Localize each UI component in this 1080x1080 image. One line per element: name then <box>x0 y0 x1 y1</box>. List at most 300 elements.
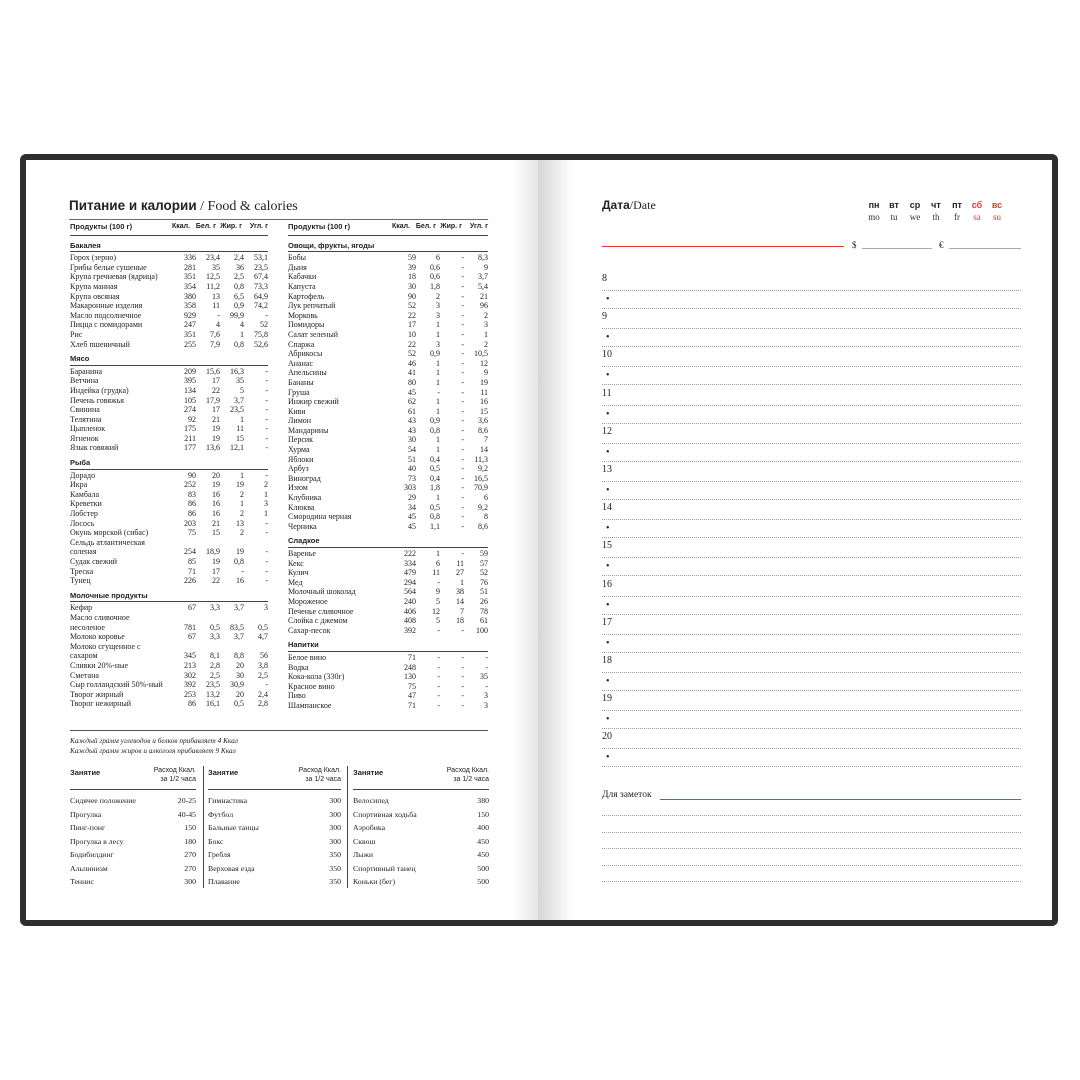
value-fat: 0,9 <box>234 301 244 311</box>
notes-line[interactable] <box>602 848 1021 849</box>
product-name: Изюм <box>288 483 308 493</box>
value-carbs: 3 <box>484 320 488 330</box>
value-fat: - <box>461 339 464 349</box>
value-fat: - <box>461 549 464 558</box>
activity-kcal: 300 <box>329 836 341 846</box>
value-protein: 3,3 <box>210 603 220 613</box>
bullet-marker: • <box>606 752 610 764</box>
table-row <box>288 549 488 559</box>
value-kcal: 395 <box>184 376 196 386</box>
day-en-label: mo <box>868 212 880 222</box>
hour-line[interactable] <box>602 710 1021 711</box>
table-row <box>288 493 488 503</box>
day-we[interactable] <box>907 200 923 222</box>
value-kcal: 406 <box>404 606 416 616</box>
value-carbs: 8,3 <box>478 253 488 263</box>
value-carbs: 100 <box>476 625 488 635</box>
value-kcal: 29 <box>408 493 416 503</box>
activity-name: Плавание <box>208 877 240 887</box>
note-line-2: Каждый грамм жиров и алкоголя прибавляет 9 Ккал <box>70 745 236 755</box>
value-protein: 16,1 <box>206 699 220 709</box>
day-tu[interactable] <box>886 200 902 222</box>
value-carbs: 75,8 <box>254 329 268 339</box>
value-kcal: 85 <box>188 557 196 566</box>
value-carbs: - <box>265 528 268 538</box>
value-protein: 21 <box>212 518 220 528</box>
table-row <box>70 661 268 671</box>
value-carbs: 3 <box>484 691 488 701</box>
half-hour-line[interactable] <box>602 652 1021 653</box>
table-row <box>70 330 268 340</box>
product-name: Клюква <box>288 502 315 512</box>
value-fat: - <box>461 387 464 397</box>
activity-kcal: 270 <box>184 850 196 860</box>
activity-header-title: Занятие <box>70 768 101 777</box>
product-name: Шампанское <box>288 700 332 710</box>
activity-row <box>208 875 341 889</box>
value-carbs: 3,8 <box>258 660 268 670</box>
activity-row <box>353 808 489 822</box>
value-carbs: - <box>485 662 488 672</box>
notes-line[interactable] <box>602 881 1021 882</box>
category-heading: Рыба <box>70 458 268 470</box>
table-header <box>288 222 488 236</box>
product-name: Слойка с джемом <box>288 616 348 626</box>
product-name: Масло подсолнечное <box>70 310 142 320</box>
value-kcal: 75 <box>188 528 196 538</box>
table-row <box>70 528 268 538</box>
table-row <box>70 642 268 661</box>
half-hour-line[interactable] <box>602 423 1021 424</box>
value-protein: 13,6 <box>206 443 220 453</box>
value-fat: - <box>461 262 464 272</box>
value-kcal: 90 <box>408 291 416 301</box>
product-name: Персик <box>288 435 314 445</box>
header-carbs: Угл. г <box>249 223 268 230</box>
value-protein: - <box>437 577 440 587</box>
activity-kcal: 20-25 <box>177 796 196 806</box>
value-fat: 12,1 <box>230 443 244 453</box>
value-carbs: 2,4 <box>258 689 268 699</box>
activity-header-title: Занятие <box>208 768 239 777</box>
hour-label: 15 <box>602 540 612 552</box>
table-row <box>70 471 268 481</box>
hour-line[interactable] <box>602 481 1021 482</box>
page-title <box>69 198 298 215</box>
table-row <box>70 301 268 311</box>
notes-line[interactable] <box>602 865 1021 866</box>
value-carbs: 11 <box>480 387 488 397</box>
value-fat: - <box>461 272 464 282</box>
value-carbs: - <box>265 547 268 557</box>
activity-name: Гребля <box>208 850 231 860</box>
value-fat: - <box>461 301 464 311</box>
value-kcal: 209 <box>184 366 196 376</box>
value-carbs: 52 <box>480 568 488 578</box>
notes-line[interactable] <box>602 815 1021 816</box>
table-row <box>70 415 268 425</box>
hour-line[interactable] <box>602 672 1021 673</box>
header-kcal: Ккал. <box>171 223 190 230</box>
value-carbs: 73,3 <box>254 281 268 291</box>
hour-label: 10 <box>602 349 612 361</box>
value-kcal: 564 <box>404 587 416 597</box>
value-carbs: 3 <box>484 700 488 710</box>
value-kcal: 18 <box>408 272 416 282</box>
left-page <box>26 160 538 920</box>
product-name: Баранина <box>70 366 103 376</box>
half-hour-line[interactable] <box>602 614 1021 615</box>
product-name: Язык говяжий <box>70 443 119 453</box>
product-name: Лобстер <box>70 509 98 519</box>
value-fat: 2,4 <box>234 253 244 263</box>
product-name: Бобы <box>288 253 307 263</box>
value-kcal: 336 <box>184 253 196 263</box>
activity-row <box>70 875 196 889</box>
table-row <box>288 397 488 407</box>
activity-kcal: 400 <box>477 823 489 833</box>
value-protein: 0,8 <box>430 425 440 435</box>
activity-table <box>208 766 341 889</box>
table-row <box>288 626 488 636</box>
value-kcal: 86 <box>188 699 196 709</box>
value-fat: 11 <box>236 424 244 434</box>
food-table-column-2 <box>288 222 488 711</box>
value-kcal: 52 <box>408 349 416 359</box>
activity-name: Бокс <box>208 836 224 846</box>
product-name: Пицца с помидорами <box>70 320 143 330</box>
table-row <box>70 480 268 490</box>
hour-line[interactable] <box>602 366 1021 367</box>
value-kcal: 177 <box>184 443 196 453</box>
value-fat: 14 <box>456 596 464 606</box>
table-row <box>70 386 268 396</box>
value-fat: 1 <box>240 499 244 509</box>
value-fat: 3,7 <box>234 395 244 405</box>
value-carbs: - <box>265 376 268 386</box>
value-fat: 30,9 <box>230 680 244 690</box>
value-protein: 13,2 <box>206 689 220 699</box>
gutter-shadow <box>512 160 538 920</box>
value-protein: 1 <box>436 406 440 416</box>
activity-row <box>208 794 341 808</box>
product-name: Пиво <box>288 691 306 701</box>
activity-header-kcal-line: Расход Ккал. <box>446 767 489 774</box>
table-row <box>70 367 268 377</box>
table-row <box>288 320 488 330</box>
activity-kcal: 500 <box>477 863 489 873</box>
value-kcal: 17 <box>408 320 416 330</box>
product-name: Дорадо <box>70 470 96 480</box>
date-label-rest: /Date <box>629 198 656 212</box>
value-kcal: 351 <box>184 329 196 339</box>
value-fat: - <box>461 368 464 378</box>
bullet-marker: • <box>606 561 610 573</box>
half-hour-line[interactable] <box>602 766 1021 767</box>
hour-line[interactable] <box>602 748 1021 749</box>
value-protein: - <box>437 662 440 672</box>
activity-row <box>70 835 196 849</box>
value-fat: - <box>461 377 464 387</box>
value-protein: 1 <box>436 435 440 445</box>
value-kcal: 71 <box>188 566 196 576</box>
header-fat: Жир. г <box>220 223 242 230</box>
product-name: Абрикосы <box>288 349 323 359</box>
value-kcal: 274 <box>184 405 196 415</box>
category-heading: Сладкое <box>288 536 488 548</box>
day-ru-label: чт <box>931 200 941 210</box>
activity-header-kcal-line: Расход Ккал. <box>153 767 196 774</box>
activity-row <box>208 862 341 876</box>
hour-line[interactable] <box>602 443 1021 444</box>
value-fat: - <box>461 681 464 691</box>
half-hour-line[interactable] <box>602 461 1021 462</box>
activity-kcal: 150 <box>477 809 489 819</box>
activity-header-kcal-line: Расход Ккал. <box>298 767 341 774</box>
value-carbs: 52 <box>260 320 268 330</box>
value-kcal: 71 <box>408 652 416 662</box>
day-su[interactable] <box>989 200 1005 222</box>
notes-line[interactable] <box>602 832 1021 833</box>
value-carbs: - <box>265 433 268 443</box>
half-hour-line[interactable] <box>602 690 1021 691</box>
value-kcal: 86 <box>188 499 196 509</box>
value-carbs: - <box>265 566 268 576</box>
value-protein: 1 <box>436 358 440 368</box>
value-fat: - <box>241 566 244 576</box>
value-fat: - <box>461 691 464 701</box>
value-carbs: 0,5 <box>258 622 268 632</box>
half-hour-line[interactable] <box>602 499 1021 500</box>
table-row <box>288 616 488 626</box>
activity-row <box>70 848 196 862</box>
value-kcal: 54 <box>408 445 416 455</box>
table-row <box>70 490 268 500</box>
value-kcal: 61 <box>408 406 416 416</box>
half-hour-line[interactable] <box>602 308 1021 309</box>
table-row <box>70 320 268 330</box>
bullet-marker: • <box>606 408 610 420</box>
date-label <box>602 198 656 213</box>
hour-label: 13 <box>602 464 612 475</box>
product-name: Тунец <box>70 576 91 586</box>
product-name: Молочный шоколад <box>288 587 356 597</box>
value-fat: 2 <box>240 509 244 519</box>
value-fat: 20 <box>236 660 244 670</box>
value-kcal: 22 <box>408 310 416 320</box>
value-carbs: - <box>265 385 268 395</box>
bullet-marker: • <box>606 676 610 687</box>
value-protein: 17,9 <box>206 395 220 405</box>
value-protein: 23,5 <box>206 680 220 690</box>
hour-line[interactable] <box>602 405 1021 406</box>
value-protein: 3 <box>436 301 440 311</box>
product-name: Печенье сливочное <box>288 606 354 616</box>
value-protein: - <box>437 672 440 682</box>
value-carbs: 1 <box>264 489 268 499</box>
value-kcal: 134 <box>184 385 196 395</box>
activity-kcal: 350 <box>329 863 341 873</box>
value-protein: 11 <box>212 301 220 311</box>
table-row <box>288 368 488 378</box>
value-kcal: 203 <box>184 518 196 528</box>
value-fat: 1 <box>460 577 464 587</box>
activity-header-title: Занятие <box>353 768 384 777</box>
title-underline <box>69 219 488 220</box>
value-fat: - <box>461 672 464 682</box>
value-protein: 1 <box>436 368 440 378</box>
value-fat: - <box>461 291 464 301</box>
value-carbs: 3 <box>264 603 268 613</box>
dollar-field[interactable] <box>862 248 932 249</box>
value-protein: 16 <box>212 499 220 509</box>
table-row <box>288 512 488 522</box>
product-name: Салат зеленый <box>288 329 338 339</box>
half-hour-line[interactable] <box>602 575 1021 576</box>
product-name: Лимон <box>288 416 312 426</box>
value-protein: 1 <box>436 549 440 558</box>
value-carbs: 3 <box>264 499 268 509</box>
value-fat: 13 <box>236 518 244 528</box>
value-fat: 83,5 <box>230 622 244 632</box>
value-protein: 0,4 <box>430 454 440 464</box>
value-carbs: 14 <box>480 445 488 455</box>
day-en-label: su <box>992 212 1001 222</box>
value-carbs: 21 <box>480 291 488 301</box>
hour-line[interactable] <box>602 290 1021 291</box>
hour-line[interactable] <box>602 519 1021 520</box>
activity-row <box>208 808 341 822</box>
category-heading: Молочные продукты <box>70 591 268 603</box>
value-fat: 2,5 <box>234 272 244 282</box>
value-kcal: 39 <box>408 262 416 272</box>
date-underline <box>602 246 844 247</box>
value-protein: - <box>437 652 440 662</box>
value-fat: - <box>461 493 464 503</box>
product-name: Треска <box>70 566 94 576</box>
half-hour-line[interactable] <box>602 384 1021 385</box>
product-name: Камбала <box>70 489 100 499</box>
hour-line[interactable] <box>602 328 1021 329</box>
value-carbs: - <box>265 557 268 566</box>
value-carbs: 1 <box>484 329 488 339</box>
value-fat: - <box>461 512 464 522</box>
table-row <box>288 311 488 321</box>
value-kcal: 303 <box>404 483 416 493</box>
value-protein: 1 <box>436 329 440 339</box>
hour-label: 19 <box>602 693 612 705</box>
table-row <box>288 435 488 445</box>
value-carbs: 9 <box>484 368 488 378</box>
value-kcal: 351 <box>184 272 196 282</box>
value-kcal: 294 <box>404 577 416 587</box>
value-kcal: 253 <box>184 689 196 699</box>
value-kcal: 345 <box>184 651 196 661</box>
table-row <box>288 340 488 350</box>
value-protein: 7,9 <box>210 339 220 349</box>
value-protein: 16 <box>212 509 220 519</box>
table-row <box>70 376 268 386</box>
product-name: Хурма <box>288 445 310 455</box>
product-name: Киви <box>288 406 306 416</box>
product-name: Сыр голландский 50%-ный <box>70 680 163 690</box>
day-ru-label: пт <box>952 200 962 210</box>
value-protein: - <box>437 681 440 691</box>
date-label-bold: Дата <box>602 198 630 212</box>
value-protein: 19 <box>212 424 220 434</box>
product-name: Клубника <box>288 493 322 503</box>
product-name: Крупа овсяная <box>70 291 120 301</box>
value-carbs: - <box>265 366 268 376</box>
table-row <box>288 388 488 398</box>
activity-kcal: 350 <box>329 850 341 860</box>
header-product: Продукты (100 г) <box>288 222 351 231</box>
half-hour-line[interactable] <box>602 346 1021 347</box>
hour-label: 16 <box>602 578 612 590</box>
hour-label: 8 <box>602 273 607 284</box>
value-protein: 2,5 <box>210 670 220 680</box>
half-hour-line[interactable] <box>602 728 1021 729</box>
product-name: Творог нежирный <box>70 699 132 709</box>
value-carbs: - <box>265 680 268 690</box>
value-carbs: 7 <box>484 435 488 445</box>
value-fat: 35 <box>236 376 244 386</box>
title-rest: / Food & calories <box>200 199 298 214</box>
value-carbs: 61 <box>480 616 488 626</box>
hour-label: 18 <box>602 655 612 666</box>
activity-name: Прогулка в лесу <box>70 836 124 846</box>
euro-field[interactable] <box>949 248 1021 249</box>
day-fr[interactable] <box>949 200 965 222</box>
value-carbs: 2,8 <box>258 699 268 709</box>
table-row <box>288 426 488 436</box>
product-name: Креветки <box>70 499 102 509</box>
table-row <box>288 672 488 682</box>
value-protein: 0,6 <box>430 272 440 282</box>
product-name: Мороженое <box>288 596 328 606</box>
activity-kcal: 450 <box>477 850 489 860</box>
half-hour-line[interactable] <box>602 537 1021 538</box>
value-fat: - <box>461 425 464 435</box>
value-carbs: 59 <box>480 549 488 558</box>
value-carbs: 3,6 <box>478 416 488 426</box>
value-protein: 1 <box>436 320 440 330</box>
hour-line[interactable] <box>602 557 1021 558</box>
product-name: Ягненок <box>70 433 99 443</box>
activity-name: Пинг-понг <box>70 823 106 833</box>
value-carbs: 19 <box>480 377 488 387</box>
value-carbs: 2 <box>264 480 268 490</box>
value-fat: 5 <box>240 385 244 395</box>
hour-line[interactable] <box>602 634 1021 635</box>
product-name: Кефир <box>70 603 93 613</box>
value-kcal: 302 <box>184 670 196 680</box>
day-mo[interactable] <box>866 200 882 222</box>
table-row <box>70 690 268 700</box>
value-kcal: 392 <box>404 625 416 635</box>
value-carbs: 52,6 <box>254 339 268 349</box>
table-row <box>288 663 488 673</box>
activity-name: Верховая езда <box>208 863 255 873</box>
value-carbs: 6 <box>484 493 488 503</box>
activity-row <box>70 821 196 835</box>
day-th[interactable] <box>928 200 944 222</box>
value-protein: 5 <box>436 616 440 626</box>
table-row <box>288 464 488 474</box>
day-sa[interactable] <box>969 200 985 222</box>
value-protein: - <box>437 691 440 701</box>
hour-line[interactable] <box>602 596 1021 597</box>
